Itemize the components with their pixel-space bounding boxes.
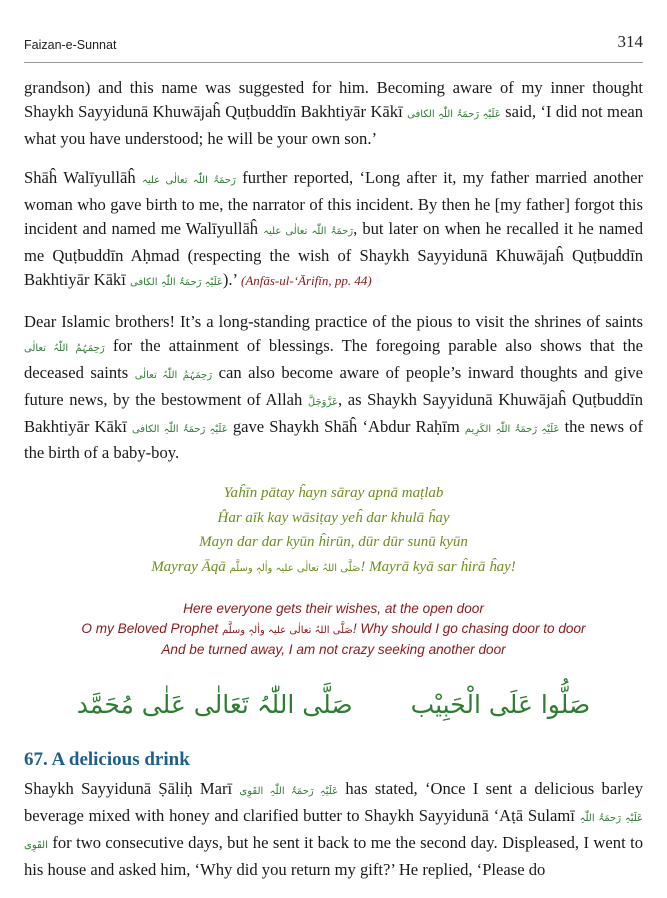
page-content: [24, 76, 643, 898]
page-number: 314: [617, 32, 643, 51]
book-title: Faizan-e-Sunnat: [24, 38, 117, 52]
text-run: ! Mayrā kyā sar ĥirā ĥay!: [360, 558, 516, 575]
text-run: the news of the birth of a baby-boy.: [24, 416, 643, 463]
honorific: عَلَیْہِ رَحمَۃُ اللّٰہِ الکَرِیم: [464, 423, 560, 435]
honorific: رَحمَۃُ اللّٰہ تعالٰی علیہ: [263, 225, 354, 237]
text-run: can also become aware of people’s inward thoughts and give future news, by the bestowment of Allah: [24, 362, 644, 409]
text-run: gave Shaykh Shāĥ ‘Abdur Raḥīm: [232, 416, 460, 436]
text-run: , as Shaykh Sayyidunā Khuwājaĥ Quṭbuddīn Bakhtiyār Kākī: [24, 389, 643, 436]
poetry-verses: [24, 481, 643, 581]
honorific: صَلَّی اللہُ تعالٰی علیہ واٰلہٖ وسلَّم: [229, 562, 361, 574]
text-run: Shāĥ Walīyullāĥ: [24, 168, 136, 188]
page-header: [24, 26, 643, 63]
honorific: عَلَیْہِ رَحمَۃُ اللّٰہِ القَوِی: [239, 786, 339, 798]
honorific: عَزَّوَجَلَّ: [307, 396, 338, 408]
honorific: رَحِمَہُمُ اللّٰہُ تعالٰی: [134, 369, 213, 381]
text-run: ! Why should I go chasing door to door: [352, 620, 586, 636]
section-heading: 67. A delicious drink: [24, 748, 190, 770]
text-run: Mayray Āqā: [151, 558, 226, 575]
text-run: for the attainment of blessings. The foregoing parable also shows that the deceased saints: [24, 336, 643, 382]
verse-line-4: [24, 555, 643, 582]
verse-line-3: Mayn dar dar kyūn ĥirūn, dūr dūr sunū kyūn: [199, 534, 468, 551]
verse-translation: [24, 599, 643, 660]
honorific: عَلَیْہِ رَحمَۃُ اللّٰہِ القَوِی: [24, 813, 643, 852]
paragraph-3: [24, 310, 643, 465]
paragraph-4: [24, 777, 643, 881]
text-run: for two consecutive days, but he sent it back to me the second day. Displeased, I went to his house and asked him, ‘Why did you return my gift?’ He replied, ‘Please do: [24, 833, 644, 879]
text-run: further reported, ‘Long after it, my father married another woman who gave birth to me, the narrator of this incident. By then he [my father] forgot this incident and named me Walīyullāĥ: [24, 168, 644, 238]
honorific: عَلَیْہِ رَحمَۃُ اللّٰہِ الکافی: [130, 276, 223, 288]
honorific: رَحِمَہُمُ اللّٰہُ تعالٰی: [24, 343, 105, 355]
honorific: صَلَّی اللہُ تعالٰی علیہ واٰلہٖ وسلَّم: [221, 624, 353, 636]
verse-line-1: Yaĥīn pātay ĥayn sāray apnā maṭlab: [223, 485, 444, 502]
verse-line-2: Ĥar aīk kay wāsiṭay yeĥ dar khulā ĥay: [217, 509, 450, 526]
salawat-right: صَلُّوا عَلَی الْحَبِیْب: [410, 689, 591, 719]
salawat-left: صَلَّی اللّٰہُ تَعَالٰی عَلٰی مُحَمَّد: [76, 689, 353, 719]
translation-line-2: [24, 619, 643, 641]
paragraph-1: [24, 76, 643, 150]
reference-citation: (Anfās-ul-‘Ārifīn, pp. 44): [240, 272, 372, 288]
text-run: said, ‘I did not mean what you have understood; he will be your own son.’: [24, 101, 643, 148]
text-run: has stated, ‘Once I sent a delicious barley beverage mixed with honey and clarified butter to Shaykh Sayyidunā ‘Aṭā Sulamī: [24, 779, 644, 826]
text-run: O my Beloved Prophet: [81, 620, 219, 636]
text-run: Shaykh Sayyidunā Ṣāliḥ Marī: [24, 779, 233, 799]
text-run: , but later on when he recalled it he named me Quṭbuddīn Aḥmad (respecting the wish of Shaykh Sayyidunā Khuwājaĥ Quṭbuddīn Bakhtiyār Kākī: [24, 218, 643, 289]
salawat-calligraphy: [24, 684, 643, 726]
honorific: رَحمَۃُ اللّٰہ تعالٰی علیہ: [141, 175, 236, 187]
paragraph-2: [24, 166, 643, 294]
text-run: Dear Islamic brothers! It’s a long-standing practice of the pious to visit the shrines of saints: [24, 312, 643, 332]
text-run: ).’: [222, 269, 237, 289]
translation-line-1: Here everyone gets their wishes, at the open door: [183, 601, 484, 617]
translation-line-3: And be turned away, I am not crazy seeking another door: [161, 642, 506, 658]
honorific: عَلَیْہِ رَحمَۃُ اللّٰہِ الکافی: [131, 423, 228, 435]
honorific: عَلَیْہِ رَحمَۃُ اللّٰہِ الکافی: [407, 108, 501, 120]
text-run: grandson) and this name was suggested for him. Becoming aware of my inner thought Shaykh Sayyidunā Khuwājaĥ Quṭbuddīn Bakhtiyār Kākī: [24, 78, 643, 121]
